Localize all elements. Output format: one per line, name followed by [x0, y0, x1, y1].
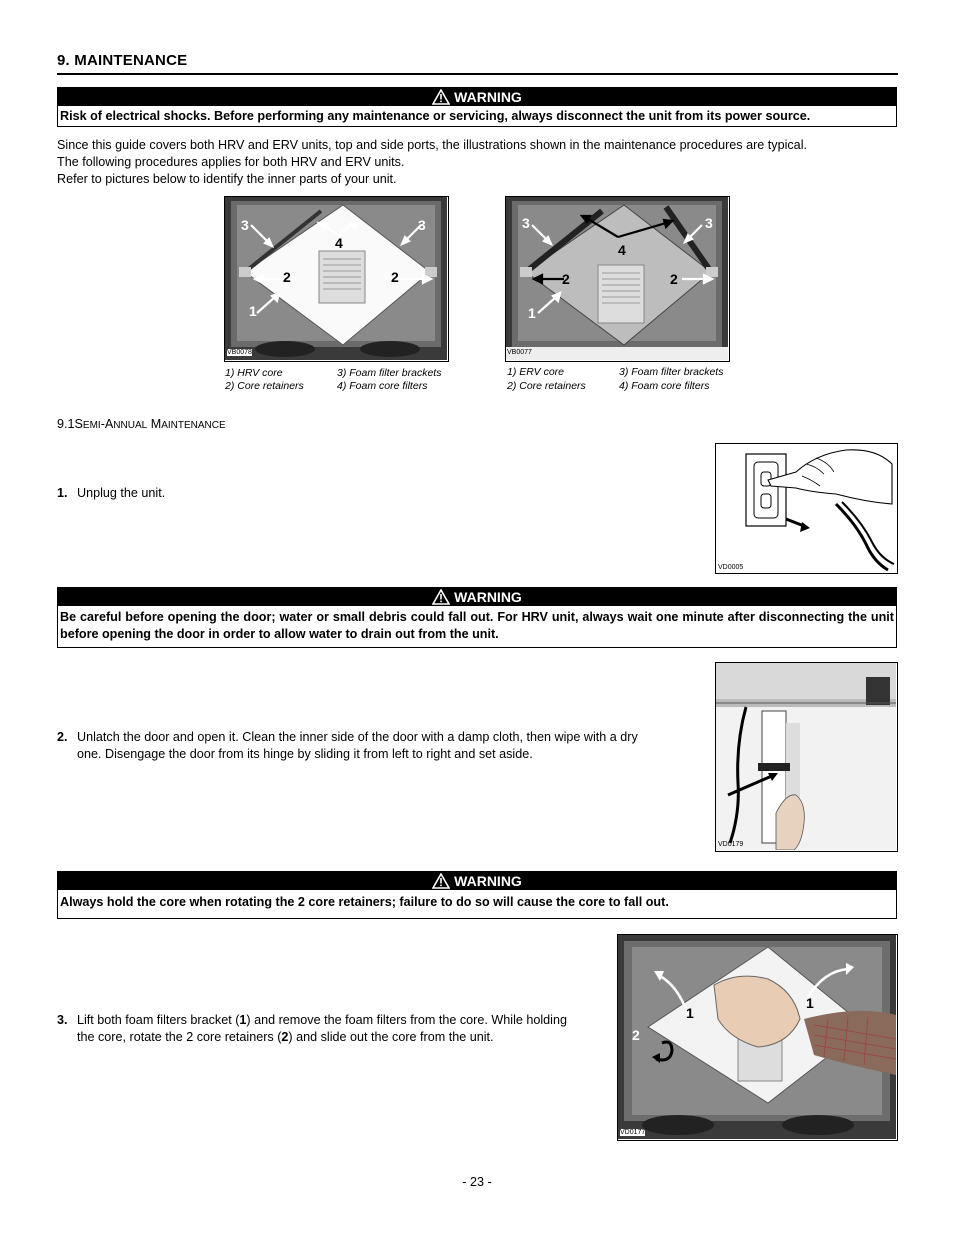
erv-legend-4: 4) Foam core filters [619, 380, 710, 392]
intro-line-2: The following procedures applies for both HRV and ERV units. [57, 155, 405, 169]
step-1 [57, 485, 657, 502]
unplug-photo-code: VD0005 [718, 564, 744, 571]
door-photo-code: VD0179 [718, 841, 744, 848]
erv-label-2-left: 2 [562, 271, 570, 287]
erv-unit-photo [505, 196, 730, 362]
erv-legend-2: 2) Core retainers [507, 380, 586, 392]
door-photo [715, 662, 898, 852]
hrv-legend-1: 1) HRV core [225, 367, 283, 379]
step-3 [57, 1012, 617, 1046]
core-label-1-left: 1 [686, 1005, 694, 1021]
erv-label-2-right: 2 [670, 271, 678, 287]
unplug-photo [715, 443, 898, 574]
warning-text-3: Always hold the core when rotating the 2 core retainers; failure to do so will cause the core to fall out. [57, 890, 897, 919]
warning-label: WARNING [454, 588, 522, 605]
step-2-text-line-1: Unlatch the door and open it. Clean the inner side of the door with a damp cloth, then wipe with a dry [77, 730, 638, 744]
hrv-label-2-left: 2 [283, 269, 291, 285]
hrv-label-4: 4 [335, 235, 343, 251]
erv-label-1: 1 [528, 305, 536, 321]
erv-legend-1: 1) ERV core [507, 366, 564, 378]
hrv-label-1: 1 [249, 303, 257, 319]
warning-text-2: Be careful before opening the door; water or small debris could fall out. For HRV unit, always wait one minute after disconnecting the unit before opening the door in order to allow water to drain out from the unit. [57, 606, 897, 648]
core-label-1-right: 1 [806, 995, 814, 1011]
hrv-label-3-right: 3 [418, 217, 426, 233]
step-1-number: 1. [57, 486, 68, 500]
hrv-legend-2: 2) Core retainers [225, 380, 304, 392]
warning-header-2 [57, 587, 897, 606]
hrv-unit-photo [224, 196, 449, 362]
step-3-text-line-2: the core, rotate the 2 core retainers (2) and slide out the core from the unit. [77, 1030, 494, 1044]
intro-line-3: Refer to pictures below to identify the inner parts of your unit. [57, 172, 397, 186]
step-2 [57, 729, 712, 763]
section-divider [57, 73, 898, 75]
warning-text-1: Risk of electrical shocks. Before performing any maintenance or servicing, always disconnect the unit from its power source. [57, 106, 897, 127]
erv-label-4: 4 [618, 242, 626, 258]
core-photo-code: VD0177 [620, 1129, 646, 1136]
warning-triangle-icon [432, 89, 450, 105]
erv-label-3-right: 3 [705, 215, 713, 231]
intro-line-1: Since this guide covers both HRV and ERV units, top and side ports, the illustrations shown in the maintenance procedures are typical. [57, 138, 807, 152]
step-3-text-line-1: Lift both foam filters bracket (1) and remove the foam filters from the core. While holding [77, 1013, 567, 1027]
step-1-text: Unplug the unit. [77, 486, 166, 500]
core-removal-photo [617, 934, 898, 1141]
hrv-label-2-right: 2 [391, 269, 399, 285]
warning-header-1 [57, 87, 897, 106]
page-number: - 23 - [462, 1175, 492, 1189]
warning-triangle-icon [432, 589, 450, 605]
erv-label-3-left: 3 [522, 215, 530, 231]
step-2-number: 2. [57, 730, 68, 744]
subsection-title: 9.1SEMI-ANNUAL MAINTENANCE [57, 417, 226, 431]
hrv-photo-code: VB0078 [227, 349, 252, 356]
step-3-number: 3. [57, 1013, 68, 1027]
core-label-2: 2 [632, 1027, 640, 1043]
warning-label: WARNING [454, 872, 522, 889]
erv-legend-3: 3) Foam filter brackets [619, 366, 724, 378]
warning-header-3 [57, 871, 897, 890]
warning-triangle-icon [432, 873, 450, 889]
warning-label: WARNING [454, 88, 522, 105]
section-title: 9. MAINTENANCE [57, 52, 188, 69]
hrv-legend-3: 3) Foam filter brackets [337, 367, 442, 379]
erv-photo-code: VB0077 [507, 349, 532, 356]
hrv-label-3-left: 3 [241, 217, 249, 233]
hrv-legend-4: 4) Foam core filters [337, 380, 428, 392]
step-2-text-line-2: one. Disengage the door from its hinge by sliding it from left to right and set aside. [77, 747, 533, 761]
